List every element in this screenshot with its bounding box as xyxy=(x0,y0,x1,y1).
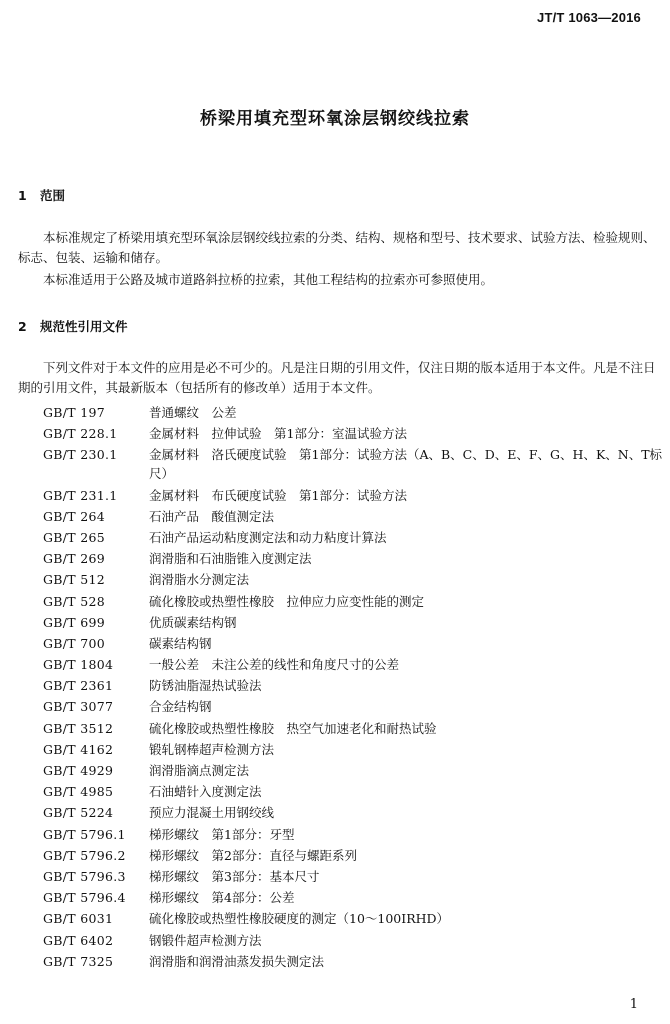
reference-title: 硫化橡胶或热塑性橡胶 热空气加速老化和耐热试验 xyxy=(149,720,437,736)
reference-item xyxy=(43,613,663,632)
reference-title: 金属材料 洛氏硬度试验 第1部分：试验方法（A、B、C、D、E、F、G、H、K、N、T标尺） xyxy=(149,447,663,482)
reference-title: 合金结构钢 xyxy=(149,699,212,715)
reference-item xyxy=(43,719,663,738)
reference-item xyxy=(43,445,663,483)
reference-code: GB/T 265 xyxy=(43,529,105,545)
reference-title: 一般公差 未注公差的线性和角度尺寸的公差 xyxy=(149,657,400,673)
reference-item xyxy=(43,931,663,950)
reference-title: 梯形螺纹 第2部分：直径与螺距系列 xyxy=(149,847,357,863)
reference-code: GB/T 197 xyxy=(43,405,105,420)
reference-code: GB/T 231.1 xyxy=(43,487,118,503)
scope-paragraph-2: 本标准适用于公路及城市道路斜拉桥的拉索，其他工程结构的拉索亦可参照使用。 xyxy=(43,272,494,287)
reference-code: GB/T 3077 xyxy=(43,699,114,715)
document-title: 桥梁用填充型环氧涂层钢绞线拉索 xyxy=(200,109,470,129)
reference-title: 石油蜡针入度测定法 xyxy=(149,784,262,800)
reference-item xyxy=(43,803,663,822)
reference-title: 润滑脂水分测定法 xyxy=(149,572,250,588)
reference-title: 防锈油脂湿热试验法 xyxy=(149,678,262,694)
section-heading-scope xyxy=(18,186,65,204)
reference-item xyxy=(43,403,663,422)
reference-item xyxy=(43,486,663,505)
reference-code: GB/T 4929 xyxy=(43,763,114,778)
reference-item xyxy=(43,825,663,844)
reference-title: 梯形螺纹 第1部分：牙型 xyxy=(149,826,295,842)
section-number: 1 xyxy=(18,188,27,203)
reference-code: GB/T 7325 xyxy=(43,953,114,969)
reference-item xyxy=(43,888,663,907)
scope-paragraph-1: 本标准规定了桥梁用填充型环氧涂层钢绞线拉索的分类、结构、规格和型号、技术要求、试验方法、检验规则、标志、包装、运输和储存。 xyxy=(18,230,656,265)
reference-item xyxy=(43,549,663,568)
reference-item xyxy=(43,507,663,526)
reference-code: GB/T 5796.1 xyxy=(43,826,126,842)
reference-title: 锻轧钢棒超声检测方法 xyxy=(149,741,275,757)
reference-title: 钢锻件超声检测方法 xyxy=(149,932,262,948)
reference-code: GB/T 3512 xyxy=(43,720,114,736)
reference-title: 石油产品 酸值测定法 xyxy=(149,508,275,524)
section-title: 范围 xyxy=(40,188,66,203)
reference-title: 硫化橡胶或热塑性橡胶硬度的测定（10～100IRHD） xyxy=(149,911,450,927)
reference-title: 润滑脂和润滑油蒸发损失测定法 xyxy=(149,953,325,969)
reference-code: GB/T 230.1 xyxy=(43,447,118,463)
reference-item xyxy=(43,424,663,443)
reference-title: 润滑脂和石油脂锥入度测定法 xyxy=(149,551,312,567)
reference-code: GB/T 700 xyxy=(43,635,105,651)
reference-code: GB/T 6402 xyxy=(43,932,114,948)
reference-code: GB/T 4162 xyxy=(43,741,114,757)
reference-item xyxy=(43,570,663,589)
reference-code: GB/T 5796.4 xyxy=(43,890,126,906)
reference-code: GB/T 4985 xyxy=(43,784,114,800)
reference-title: 梯形螺纹 第3部分：基本尺寸 xyxy=(149,868,320,884)
reference-item xyxy=(43,655,663,674)
reference-title: 金属材料 布氏硬度试验 第1部分：试验方法 xyxy=(149,487,407,503)
reference-code: GB/T 528 xyxy=(43,593,105,609)
reference-code: GB/T 1804 xyxy=(43,657,114,673)
reference-item xyxy=(43,592,663,611)
reference-title: 硫化橡胶或热塑性橡胶 拉伸应力应变性能的测定 xyxy=(149,593,425,609)
reference-item xyxy=(43,952,663,971)
reference-code: GB/T 269 xyxy=(43,551,105,567)
reference-item xyxy=(43,909,663,928)
section-heading-normative-references xyxy=(18,317,128,335)
reference-item xyxy=(43,740,663,759)
reference-code: GB/T 228.1 xyxy=(43,426,118,442)
reference-code: GB/T 264 xyxy=(43,508,105,524)
reference-item xyxy=(43,782,663,801)
reference-code: GB/T 5796.3 xyxy=(43,868,126,884)
reference-item xyxy=(43,846,663,865)
reference-title: 金属材料 拉伸试验 第1部分：室温试验方法 xyxy=(149,426,407,442)
standard-code: JT/T 1063—2016 xyxy=(537,10,641,25)
reference-item xyxy=(43,867,663,886)
reference-code: GB/T 5224 xyxy=(43,805,114,821)
reference-title: 预应力混凝土用钢绞线 xyxy=(149,805,275,821)
reference-title: 优质碳素结构钢 xyxy=(149,614,237,630)
reference-code: GB/T 2361 xyxy=(43,678,114,694)
reference-item xyxy=(43,761,663,780)
reference-item xyxy=(43,697,663,716)
references-intro-paragraph: 下列文件对于本文件的应用是必不可少的。凡是注日期的引用文件，仅注日期的版本适用于本文件。凡是不注日期的引用文件，其最新版本（包括所有的修改单）适用于本文件。 xyxy=(18,360,656,395)
reference-list xyxy=(43,403,663,973)
reference-code: GB/T 5796.2 xyxy=(43,847,126,863)
section-title: 规范性引用文件 xyxy=(40,319,128,334)
reference-code: GB/T 512 xyxy=(43,572,105,588)
reference-title: 润滑脂滴点测定法 xyxy=(149,763,250,778)
reference-item xyxy=(43,676,663,695)
page-number: 1 xyxy=(629,997,638,1012)
reference-code: GB/T 699 xyxy=(43,614,105,630)
reference-item xyxy=(43,634,663,653)
reference-title: 普通螺纹 公差 xyxy=(149,405,237,420)
reference-item xyxy=(43,528,663,547)
reference-title: 梯形螺纹 第4部分：公差 xyxy=(149,890,295,906)
reference-title: 石油产品运动粘度测定法和动力粘度计算法 xyxy=(149,529,387,545)
reference-title: 碳素结构钢 xyxy=(149,635,212,651)
reference-code: GB/T 6031 xyxy=(43,911,114,927)
section-number: 2 xyxy=(18,319,27,334)
